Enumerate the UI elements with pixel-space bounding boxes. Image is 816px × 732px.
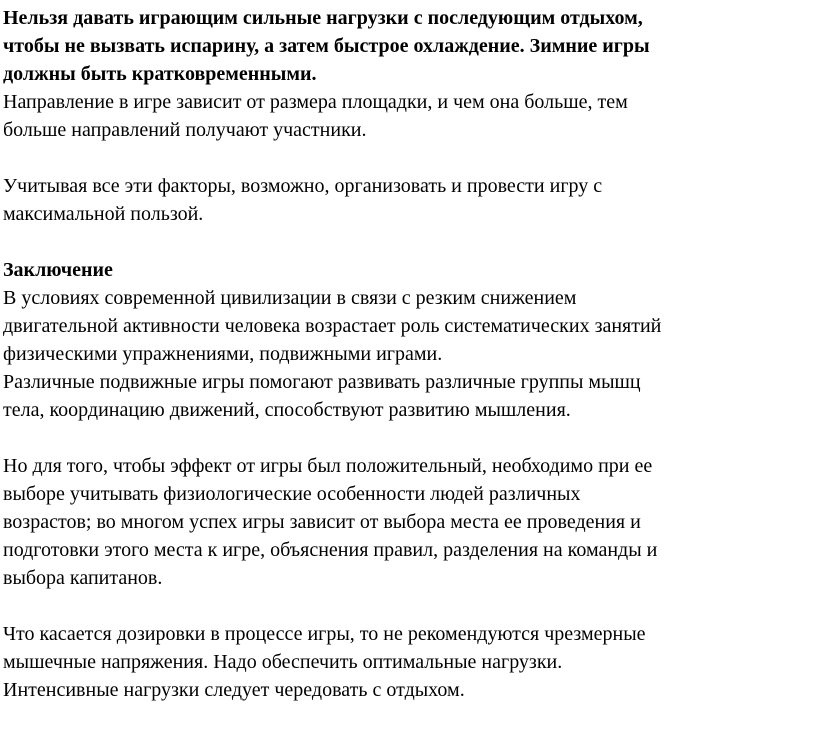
paragraph-spacer <box>3 144 810 172</box>
text-line: выборе учитывать физиологические особенности людей различных <box>3 483 581 505</box>
text-line: Нельзя давать играющим сильные нагрузки с последующим отдыхом, <box>3 7 643 29</box>
text-line: двигательной активности человека возрастает роль систематических занятий <box>3 315 662 337</box>
paragraph-spacer <box>3 592 810 620</box>
text-line: физическими упражнениями, подвижными играми. <box>3 343 443 365</box>
text-line: возрастов; во многом успех игры зависит от выбора места ее проведения и <box>3 511 641 533</box>
text-line: мышечные напряжения. Надо обеспечить оптимальные нагрузки. <box>3 651 563 673</box>
dosage-paragraph <box>3 620 810 704</box>
games-paragraph <box>3 368 810 424</box>
text-line: Направление в игре зависит от размера площадки, и чем она больше, тем <box>3 91 628 113</box>
intro-bold-paragraph <box>3 4 810 88</box>
text-line: Учитывая все эти факторы, возможно, организовать и провести игру с <box>3 175 603 197</box>
text-line: Но для того, чтобы эффект от игры был положительный, необходимо при ее <box>3 455 653 477</box>
text-line: чтобы не вызвать испарину, а затем быстрое охлаждение. Зимние игры <box>3 35 650 57</box>
factors-paragraph <box>3 172 810 228</box>
text-line: выбора капитанов. <box>3 567 163 589</box>
text-line: В условиях современной цивилизации в связи с резким снижением <box>3 287 577 309</box>
civilization-paragraph <box>3 284 810 368</box>
direction-paragraph <box>3 88 810 144</box>
text-line: максимальной пользой. <box>3 203 204 225</box>
text-line: тела, координацию движений, способствуют развитию мышления. <box>3 399 571 421</box>
text-line: Интенсивные нагрузки следует чередовать с отдыхом. <box>3 679 465 701</box>
text-line: Различные подвижные игры помогают развивать различные группы мышц <box>3 371 641 393</box>
text-line: подготовки этого места к игре, объяснения правил, разделения на команды и <box>3 539 658 561</box>
effect-paragraph <box>3 452 810 592</box>
text-line: должны быть кратковременными. <box>3 63 317 85</box>
conclusion-heading: Заключение <box>3 259 113 281</box>
paragraph-spacer <box>3 228 810 256</box>
text-line: Что касается дозировки в процессе игры, то не рекомендуются чрезмерные <box>3 623 646 645</box>
paragraph-spacer <box>3 424 810 452</box>
text-line: больше направлений получают участники. <box>3 119 367 141</box>
